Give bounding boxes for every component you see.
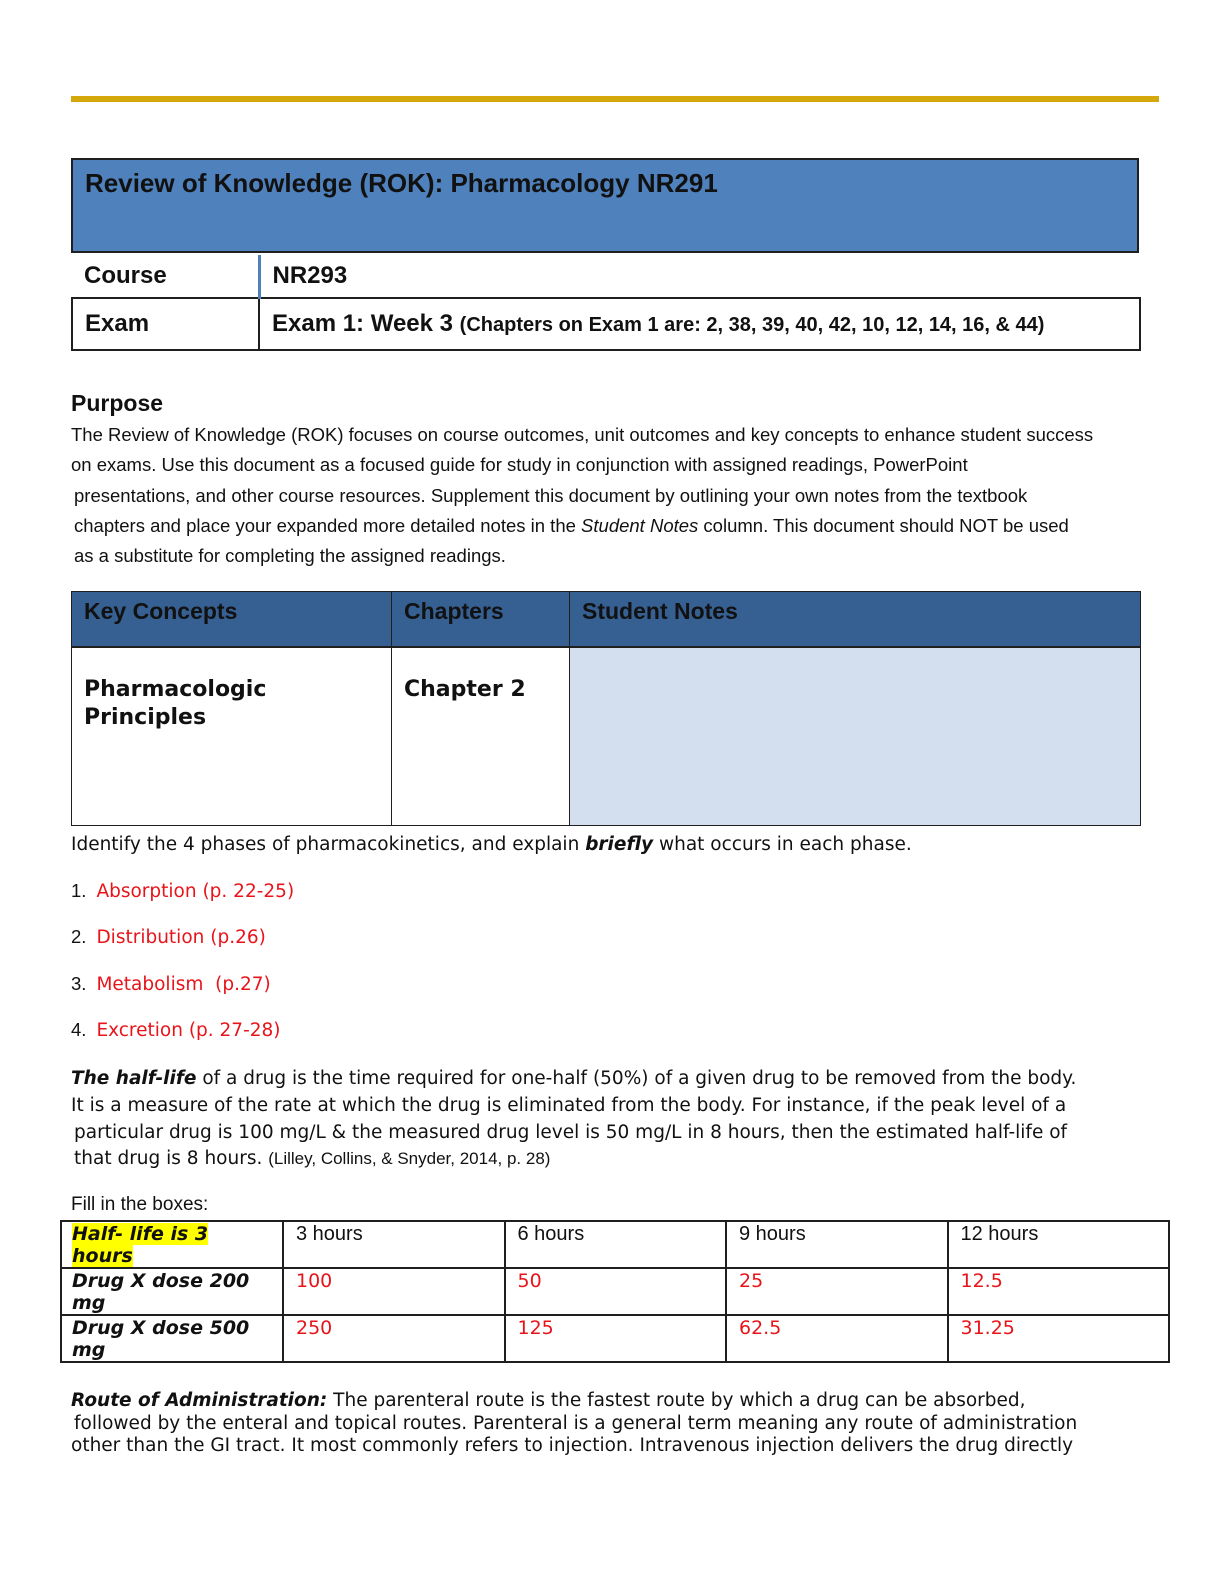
concept-cell: Pharmacologic Principles <box>72 647 392 826</box>
course-value: NR293 <box>272 262 348 289</box>
route-term: Route of Administration: <box>71 1390 328 1411</box>
dose-value-cell[interactable]: 100 <box>283 1268 505 1315</box>
exam-value: Exam 1: Week 3 <box>272 310 453 337</box>
dose-value-cell[interactable]: 50 <box>505 1268 727 1315</box>
table-row <box>61 1221 1169 1268</box>
dose-value-cell[interactable]: 125 <box>505 1315 727 1362</box>
course-label: Course <box>72 255 259 298</box>
route-line: followed by the enteral and topical routes. Parenteral is a general term meaning any route of administration <box>74 1412 1078 1434</box>
citation: (Lilley, Collins, & Snyder, 2014, p. 28) <box>268 1149 551 1169</box>
header-key-concepts: Key Concepts <box>72 592 392 647</box>
half-life-term: The half-life <box>71 1068 197 1089</box>
title-banner <box>71 158 1139 253</box>
hours-header: 6 hours <box>505 1221 727 1268</box>
purpose-line: on exams. Use this document as a focused guide for study in conjunction with assigned readings, PowerPoint <box>71 454 968 476</box>
dose-label: Drug X dose 500 mg <box>61 1315 283 1362</box>
table-row <box>72 647 1141 826</box>
phases-prompt: Identify the 4 phases of pharmacokinetics, and explain briefly what occurs in each phase. <box>71 834 912 855</box>
phase-answer: Metabolism (p.27) <box>96 973 271 995</box>
dose-value-cell[interactable]: 62.5 <box>726 1315 948 1362</box>
list-item: 4. Excretion (p. 27-28) <box>71 1018 281 1041</box>
half-life-line: The half-life of a drug is the time required for one-half (50%) of a given drug to be removed from the body. <box>71 1068 1077 1089</box>
table-row <box>61 1268 1169 1315</box>
table-row <box>61 1315 1169 1362</box>
student-notes-cell[interactable] <box>570 647 1141 826</box>
half-life-line: It is a measure of the rate at which the drug is eliminated from the body. For instance, if the peak level of a <box>71 1094 1067 1116</box>
purpose-line: The Review of Knowledge (ROK) focuses on course outcomes, unit outcomes and key concepts to enhance student success <box>71 424 1094 445</box>
half-life-paragraph <box>71 1066 1161 1173</box>
course-row <box>72 255 1140 298</box>
purpose-line: presentations, and other course resources. Supplement this document by outlining your own notes from the textbook <box>74 484 1028 506</box>
exam-row <box>72 298 1140 350</box>
header-rule <box>71 96 1159 102</box>
list-item: 1. Absorption (p. 22-25) <box>71 880 295 902</box>
student-notes-ref: Student Notes <box>581 514 699 536</box>
briefly-emphasis: briefly <box>585 834 654 855</box>
exam-label: Exam <box>72 298 259 350</box>
course-info-table <box>71 255 1141 351</box>
header-chapters: Chapters <box>392 592 570 647</box>
dose-value-cell[interactable]: 31.25 <box>948 1315 1170 1362</box>
phase-answer: Distribution (p.26) <box>96 927 266 949</box>
purpose-heading: Purpose <box>71 390 164 416</box>
phase-answer: Excretion (p. 27-28) <box>96 1019 281 1041</box>
chapter-cell: Chapter 2 <box>392 647 570 826</box>
key-concepts-table <box>71 591 1141 826</box>
dose-value-cell[interactable]: 250 <box>283 1315 505 1362</box>
purpose-line: as a substitute for completing the assigned readings. <box>74 545 506 567</box>
hours-header: 9 hours <box>726 1221 948 1268</box>
purpose-line: chapters and place your expanded more detailed notes in the Student Notes column. This document should NOT be used <box>74 514 1069 536</box>
purpose-paragraph <box>71 420 1151 571</box>
dose-value-cell[interactable]: 25 <box>726 1268 948 1315</box>
phase-answer: Absorption (p. 22-25) <box>96 881 295 902</box>
route-line: other than the GI tract. It most commonly refers to injection. Intravenous injection delivers the drug directly <box>71 1435 1074 1457</box>
route-paragraph <box>71 1390 1171 1458</box>
hours-header: 3 hours <box>283 1221 505 1268</box>
dose-label: Drug X dose 200 mg <box>61 1268 283 1315</box>
half-life-line: particular drug is 100 mg/L & the measured drug level is 50 mg/L in 8 hours, then the estimated half-life of <box>74 1121 1068 1143</box>
key-concepts-header-row <box>72 592 1141 647</box>
phases-list <box>71 880 294 1065</box>
half-life-corner-cell <box>61 1221 283 1268</box>
highlighted-text: Half- life is 3 hours <box>72 1223 209 1267</box>
exam-chapters: (Chapters on Exam 1 are: 2, 38, 39, 40, 42, 10, 12, 14, 16, & 44) <box>459 314 1045 336</box>
half-life-line: that drug is 8 hours. (Lilley, Collins, & Snyder, 2014, p. 28) <box>74 1148 551 1170</box>
route-line: Route of Administration: The parenteral route is the fastest route by which a drug can be absorbed, <box>71 1390 1026 1411</box>
list-item: 3. Metabolism (p.27) <box>71 972 271 995</box>
hours-header: 12 hours <box>948 1221 1170 1268</box>
exam-cell <box>259 298 1140 350</box>
half-life-table <box>60 1220 1170 1363</box>
dose-value-cell[interactable]: 12.5 <box>948 1268 1170 1315</box>
header-student-notes: Student Notes <box>570 592 1141 647</box>
fill-in-label: Fill in the boxes: <box>71 1194 209 1215</box>
list-item: 2. Distribution (p.26) <box>71 926 266 949</box>
document-title: Review of Knowledge (ROK): Pharmacology NR291 <box>85 168 718 198</box>
